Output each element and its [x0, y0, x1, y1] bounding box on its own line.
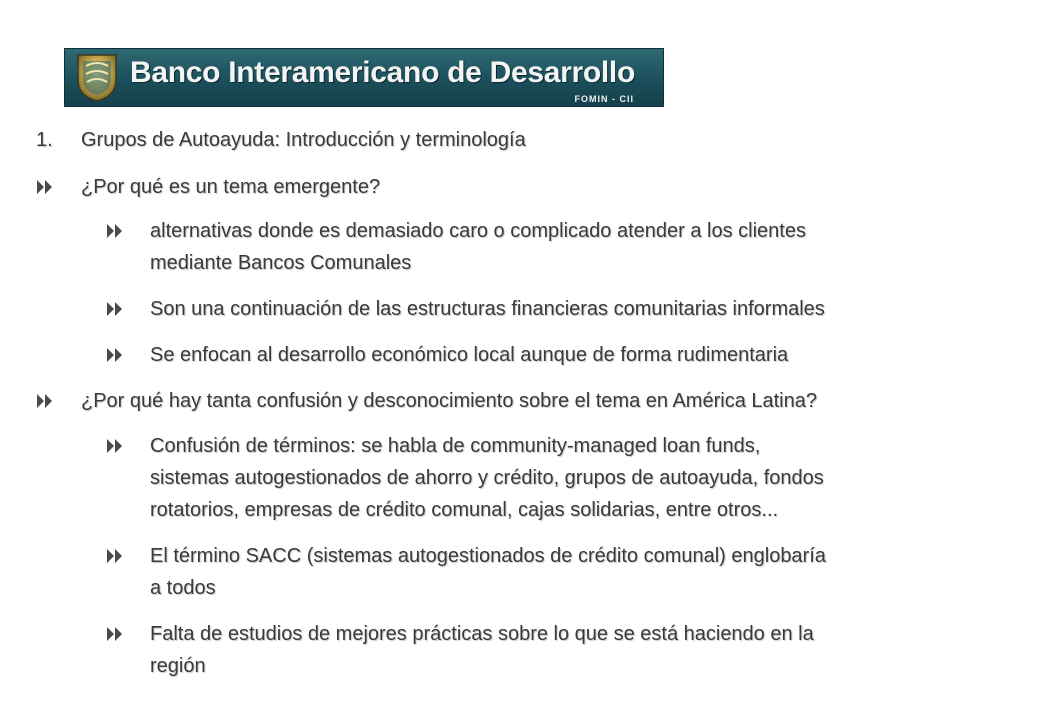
- double-arrow-icon: [104, 430, 126, 462]
- section-1-item-2: Son una continuación de las estructuras financieras comunitarias informales: [150, 298, 825, 320]
- double-arrow-icon: [104, 293, 126, 325]
- logo-title: Banco Interamericano de Desarrollo: [130, 56, 635, 89]
- section-2-item-1-line-3: rotatorios, empresas de crédito comunal, cajas solidarias, entre otros...: [150, 499, 779, 521]
- logo-subtitle: FOMIN - CII: [574, 94, 634, 104]
- double-arrow-icon: [104, 618, 126, 650]
- section-2-text: ¿Por qué hay tanta confusión y desconocimiento sobre el tema en América Latina?: [81, 390, 817, 412]
- double-arrow-icon: [34, 385, 56, 417]
- double-arrow-icon: [104, 339, 126, 371]
- section-2-item-2-line-2: a todos: [150, 577, 216, 599]
- section-1-text: ¿Por qué es un tema emergente?: [81, 176, 381, 198]
- section-2-item-2-line-1: El término SACC (sistemas autogestionados de crédito comunal) englobaría: [150, 545, 826, 567]
- double-arrow-icon: [104, 540, 126, 572]
- heading-number: 1.: [36, 129, 53, 151]
- section-1-item-1-line-2: mediante Bancos Comunales: [150, 252, 412, 274]
- section-2-item-1-line-1: Confusión de términos: se habla de community-managed loan funds,: [150, 435, 761, 457]
- section-2-item-1-line-2: sistemas autogestionados de ahorro y crédito, grupos de autoayuda, fondos: [150, 467, 824, 489]
- logo-banner: [64, 48, 664, 107]
- double-arrow-icon: [34, 171, 56, 203]
- section-2-item-3-line-2: región: [150, 655, 206, 677]
- section-2-item-3-line-1: Falta de estudios de mejores prácticas sobre lo que se está haciendo en la: [150, 623, 814, 645]
- section-1-item-3: Se enfocan al desarrollo económico local aunque de forma rudimentaria: [150, 344, 789, 366]
- bid-emblem-icon: [74, 52, 120, 103]
- double-arrow-icon: [104, 215, 126, 247]
- section-1-item-1-line-1: alternativas donde es demasiado caro o complicado atender a los clientes: [150, 220, 806, 242]
- heading-text: Grupos de Autoayuda: Introducción y terminología: [81, 129, 526, 151]
